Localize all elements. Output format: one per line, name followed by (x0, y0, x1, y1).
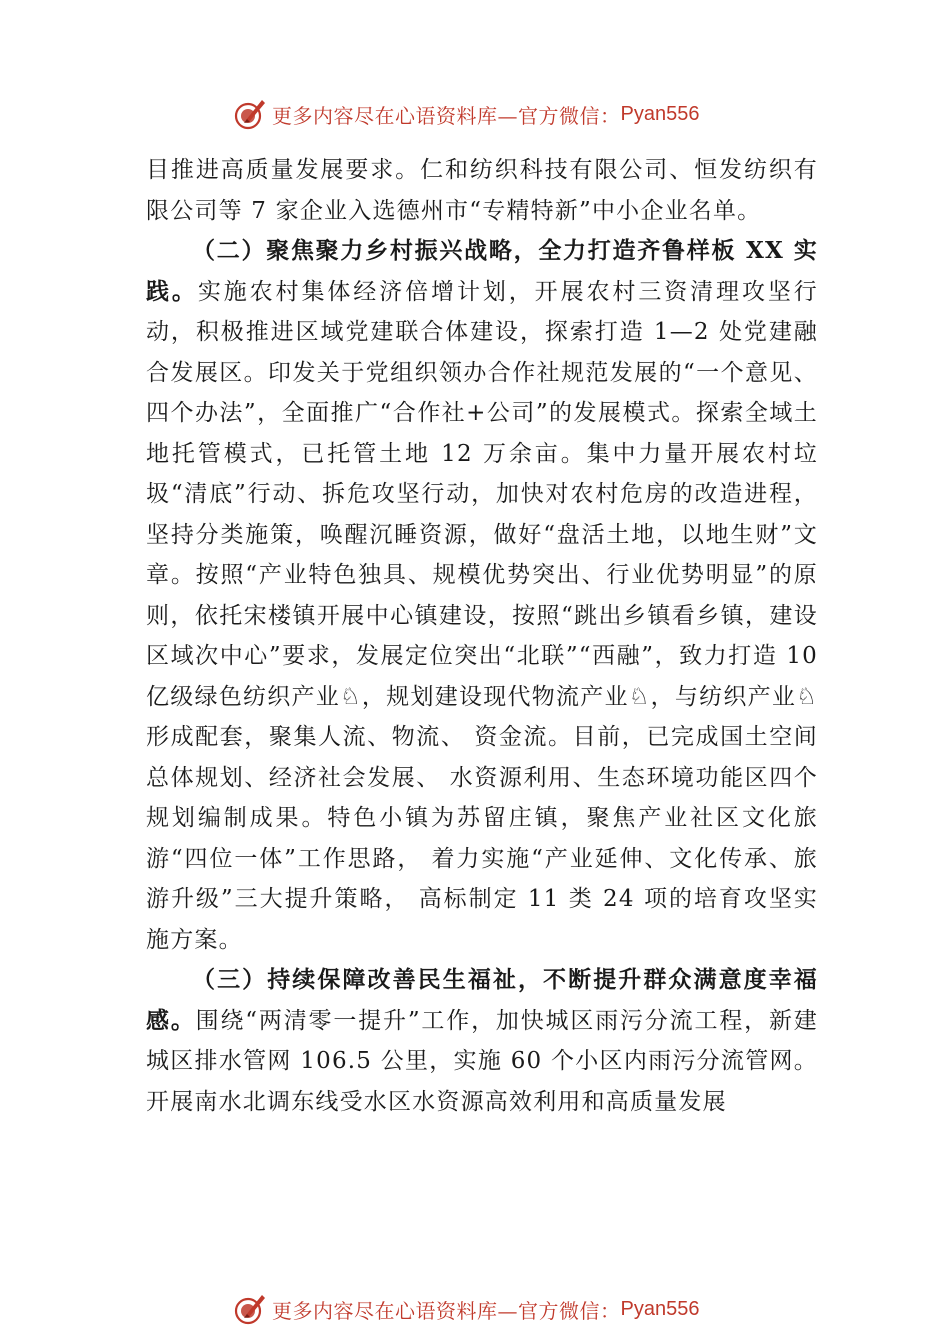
watermark-text: 更多内容尽在心语资料库—官方微信： (272, 103, 621, 128)
paragraph-2 (146, 231, 818, 960)
watermark-text: 更多内容尽在心语资料库—官方微信： (272, 1298, 621, 1323)
section-heading-3: （三）持续保障改善民生福祉，不断提升群众满意度幸福感。 (146, 966, 818, 1034)
watermark-footer (232, 1291, 699, 1327)
watermark-wechat-id: Pyan556 (620, 102, 700, 125)
paragraph-1-text: 目推进高质量发展要求。仁和纺织科技有限公司、恒发纺织有限公司等 7 家企业入选德州市“专精特新”中小企业名单。 (146, 157, 818, 224)
quill-seal-icon (232, 96, 268, 132)
paragraph-1 (146, 150, 818, 231)
paragraph-3-text: 围绕“两清零一提升”工作，加快城区雨污分流工程，新建城区排水管网 106.5 公里，实施 60 个小区内雨污分流管网。开展南水北调东线受水区水资源高效利用和高质量发展 (146, 1007, 818, 1115)
quill-seal-icon (232, 1291, 268, 1327)
paragraph-3 (146, 960, 818, 1122)
watermark-header (232, 96, 699, 132)
paragraph-2-text: 实施农村集体经济倍增计划，开展农村三资清理攻坚行动，积极推进区域党建联合体建设，探索打造 1—2 处党建融合发展区。印发关于党组织领办合作社规范发展的“一个意见、四个办法”，全面推广“合作社+公司”的发展模式。探索全域土地托管模式，已托管土地 12 万余亩。集中力量开展农村垃圾“清底”行动、拆危攻坚行动，加快对农村危房的改造进程，坚持分类施策，唤醒沉睡资源，做好“盘活土地，以地生财”文章。按照“产业特色独具、规模优势突出、行业优势明显”的原则，依托宋楼镇开展中心镇建设，按照“跳出乡镇看乡镇，建设区域次中心”要求，发展定位突出“北联”“西融”，致力打造 10 亿级绿色纺织产业♘，规划建设现代物流产业♘，与纺织产业♘形成配套，聚集人流、物流、 资金流。目前，已完成国土空间总体规划、经济社会发展、 水资源利用、生态环境功能区四个规划编制成果。特色小镇为苏留庄镇，聚焦产业社区文化旅游“四位一体”工作思路， 着力实施“产业延伸、文化传承、旅游升级”三大提升策略， 高标制定 11 类 24 项的培育攻坚实施方案。 (146, 278, 818, 953)
watermark-wechat-id: Pyan556 (620, 1297, 700, 1320)
section-heading-2: （二）聚焦聚力乡村振兴战略，全力打造齐鲁样板 XX 实践。 (146, 237, 818, 305)
document-body (146, 150, 818, 1122)
